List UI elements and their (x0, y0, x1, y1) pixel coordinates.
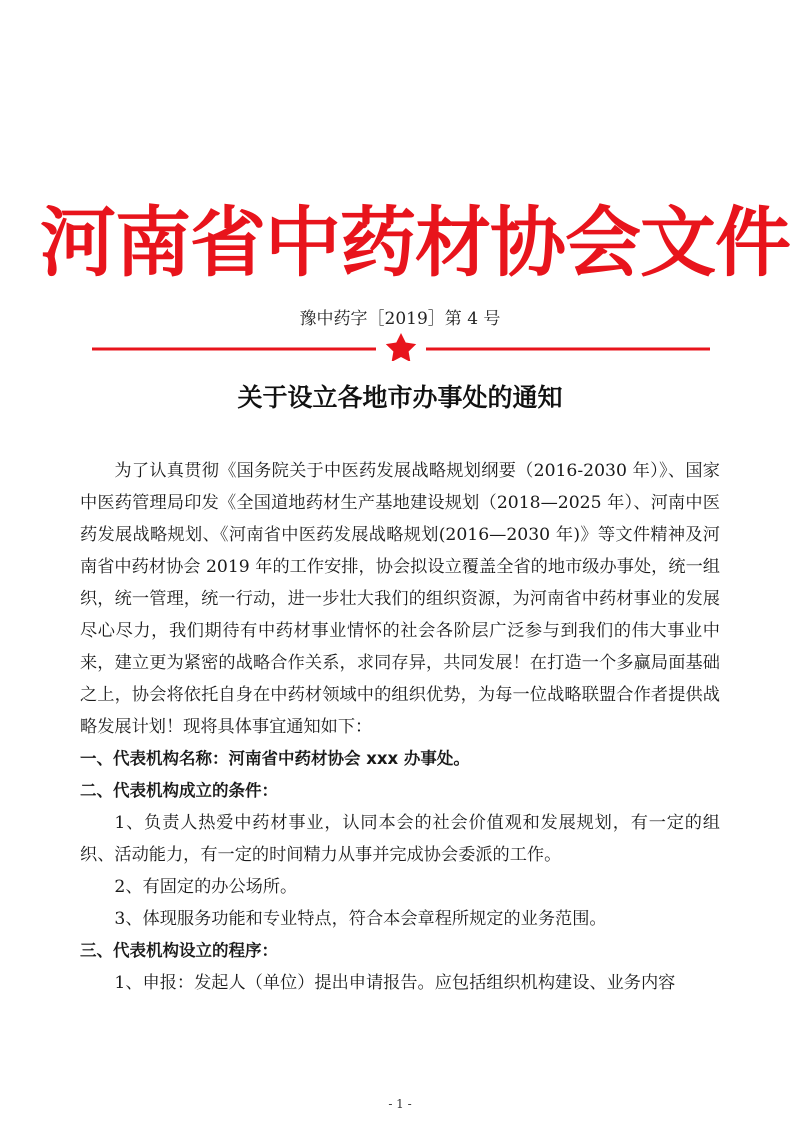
section-heading-3: 三、代表机构设立的程序： (80, 941, 278, 960)
condition-item-3: 3、体现服务功能和专业特点，符合本会章程所规定的业务范围。 (114, 909, 607, 929)
document-header-title: 河南省中药材协会文件 (40, 198, 790, 287)
section-heading-1: 一、代表机构名称：河南省中药材协会 xxx 办事处。 (80, 749, 470, 768)
condition-item-1: 1、负责人热爱中药材事业，认同本会的社会价值观和发展规划，有一定的组织、活动能力，有一定的时间精力从事并完成协会委派的工作。 (80, 813, 720, 865)
document-number: 豫中药字［2019］第 4 号 (299, 309, 501, 329)
intro-paragraph: 为了认真贯彻《国务院关于中医药发展战略规划纲要（2016-2030 年）》、国家中医药管理局印发《全国道地药材生产基地建设规划（2018—2025 年）、河南中医药发展战略规划、《河南省中医药发展战略规划(2016—2030 年)》等文件精神及河南省中药材协会 2019 年的工作安排，协会拟设立覆盖全省的地市级办事处，统一组织，统一管理，统一行动，进一步壮大我们的组织资源，为河南省中药材事业的发展尽心尽力，我们期待有中药材事业情怀的社会各阶层广泛参与到我们的伟大事业中来，建立更为紧密的战略合作关系，求同存异，共同发展！在打造一个多赢局面基础之上，协会将依托自身在中药材领域中的组织优势，为每一位战略联盟合作者提供战略发展计划！现将具体事宜通知如下： (80, 461, 720, 737)
condition-item-2: 2、有固定的办公场所。 (114, 877, 298, 897)
section-heading-2: 二、代表机构成立的条件： (80, 781, 278, 800)
notice-title: 关于设立各地市办事处的通知 (237, 383, 563, 412)
red-divider-with-star (92, 333, 710, 361)
star-icon (386, 333, 416, 361)
document-body (80, 455, 720, 999)
procedure-item-1: 1、申报：发起人（单位）提出申请报告。应包括组织机构建设、业务内容 (114, 973, 676, 993)
page-number: - 1 - (388, 1097, 412, 1111)
